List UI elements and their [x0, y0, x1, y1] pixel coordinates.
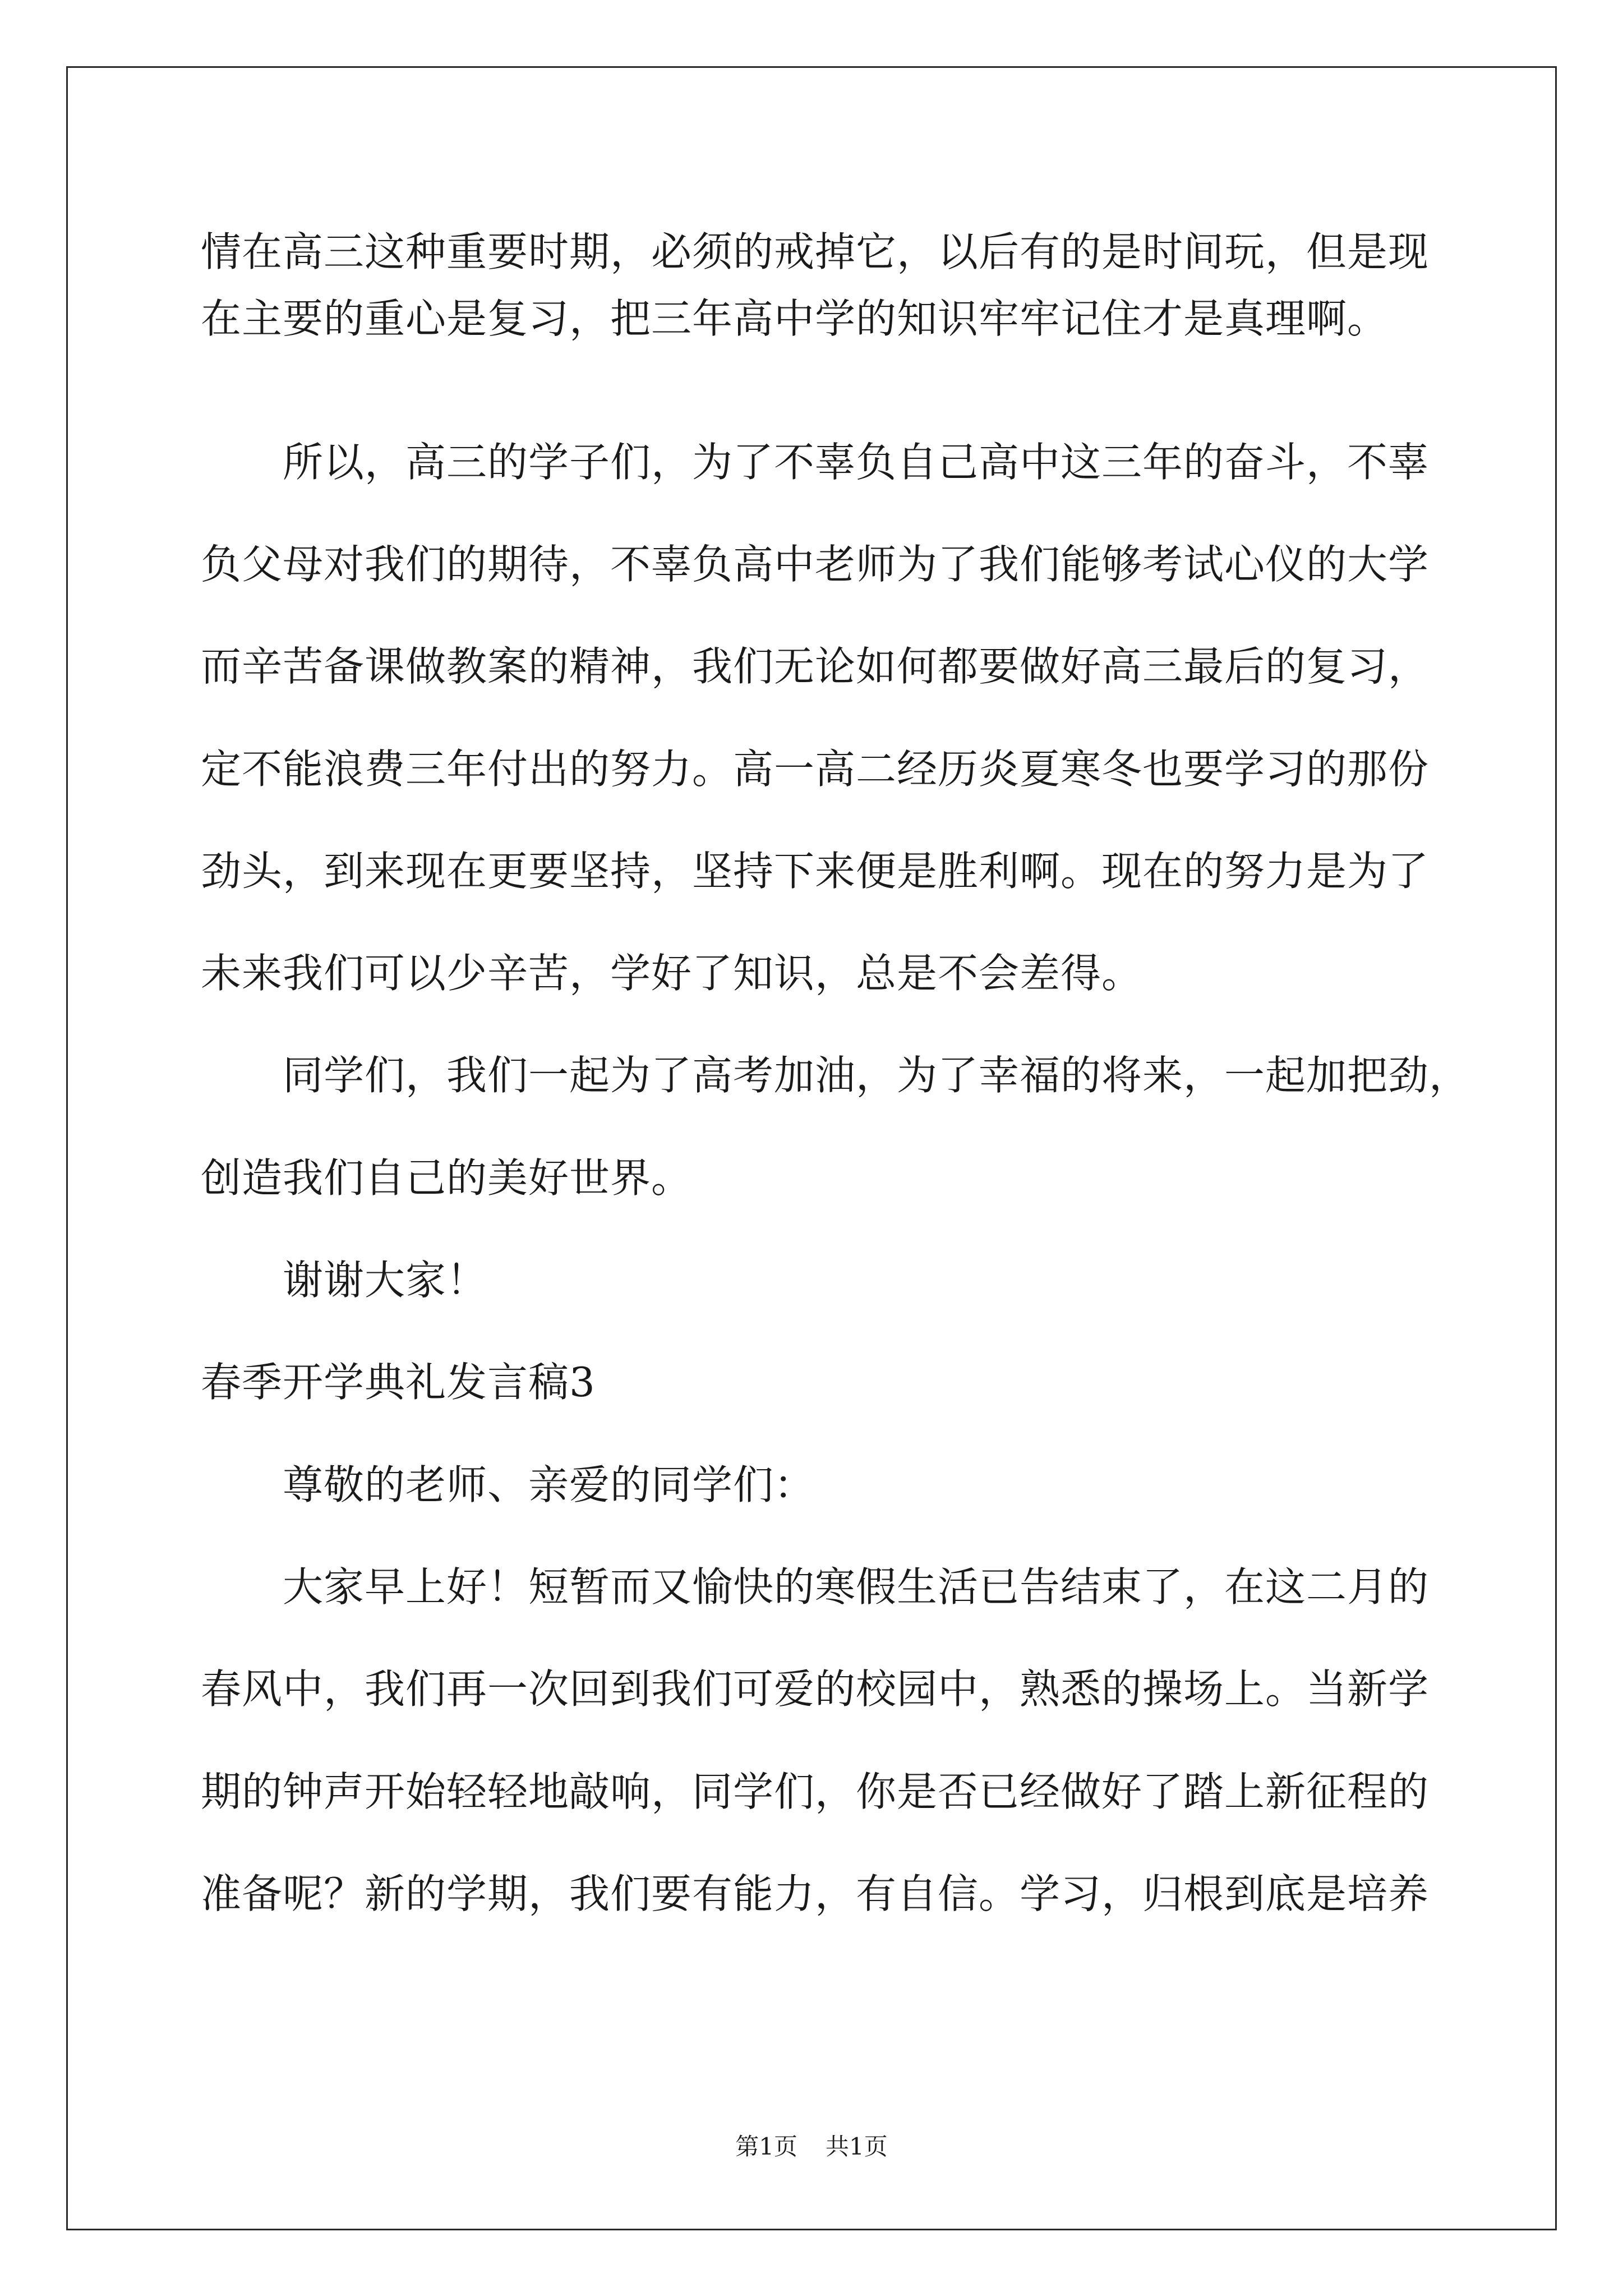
body-text-line: 准备呢？新的学期，我们要有能力，有自信。学习，归根到底是培养 — [201, 1870, 1430, 1917]
page-number: 第1页 — [735, 2133, 797, 2160]
page-total: 共1页 — [826, 2133, 888, 2160]
body-text-line: 在主要的重心是复习，把三年高中学的知识牢牢记住才是真理啊。 — [201, 295, 1389, 342]
salutation-text: 尊敬的老师、亲爱的同学们： — [283, 1461, 815, 1508]
page-footer — [0, 2135, 1623, 2159]
closing-text: 谢谢大家！ — [283, 1257, 488, 1304]
body-text-line: 劲头，到来现在更要坚持，坚持下来便是胜利啊。现在的努力是为了 — [201, 848, 1430, 895]
body-text-line: 而辛苦备课做教案的精神，我们无论如何都要做好高三最后的复习， — [201, 643, 1430, 690]
body-text-line: 未来我们可以少辛苦，学好了知识，总是不会差得。 — [201, 950, 1143, 997]
body-text-line: 定不能浪费三年付出的努力。高一高二经历炎夏寒冬也要学习的那份 — [201, 746, 1430, 793]
body-text-line: 大家早上好！短暂而又愉快的寒假生活已告结束了，在这二月的 — [283, 1563, 1430, 1611]
body-text-line: 情在高三这种重要时期，必须的戒掉它，以后有的是时间玩，但是现 — [201, 228, 1430, 275]
body-text-line: 创造我们自己的美好世界。 — [201, 1154, 693, 1202]
body-text-line: 期的钟声开始轻轻地敲响，同学们，你是否已经做好了踏上新征程的 — [201, 1768, 1430, 1815]
body-text-line: 春风中，我们再一次回到我们可爱的校园中，熟悉的操场上。当新学 — [201, 1665, 1430, 1713]
section-heading: 春季开学典礼发言稿3 — [201, 1359, 596, 1406]
body-text-line: 同学们，我们一起为了高考加油，为了幸福的将来，一起加把劲， — [283, 1052, 1470, 1099]
body-text-line: 负父母对我们的期待，不辜负高中老师为了我们能够考试心仪的大学 — [201, 541, 1430, 588]
body-text-line: 所以，高三的学子们，为了不辜负自己高中这三年的奋斗，不辜 — [283, 439, 1430, 486]
